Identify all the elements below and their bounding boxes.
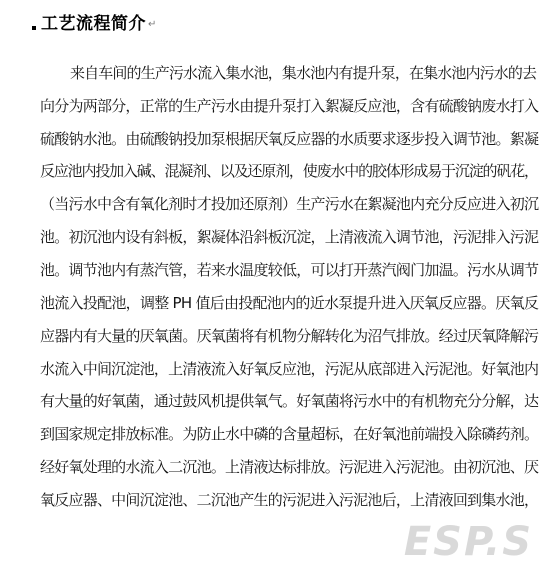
- paragraph-line: 硫酸钠水池。由硫酸钠投加泵根据厌氧反应器的水质要求逐步投入调节池。絮凝: [40, 130, 539, 148]
- paragraph-line: 到国家规定排放标准。为防止水中磷的含量超标，在好氧池前端投入除磷药剂。: [40, 425, 539, 443]
- paragraph-line: 池。调节池内有蒸汽管，若来水温度较低，可以打开蒸汽阀门加温。污水从调节: [40, 261, 539, 279]
- paragraph-mark-icon: ↵: [148, 18, 157, 30]
- paragraph-line: 池。初沉池内设有斜板，絮凝体沿斜板沉淀，上清液流入调节池，污泥排入污泥: [40, 228, 539, 246]
- heading-row: [32, 8, 156, 34]
- paragraph-line: 向分为两部分，正常的生产污水由提升泵打入絮凝反应池，含有硫酸钠废水打入: [40, 97, 539, 115]
- section-heading: 工艺流程简介: [41, 13, 146, 34]
- paragraph-line: 应器内有大量的厌氧菌。厌氧菌将有机物分解转化为沼气排放。经过厌氧降解污: [40, 327, 539, 345]
- paragraph-line: 经好氧处理的水流入二沉池。上清液达标排放。污泥进入污泥池。由初沉池、厌: [40, 458, 539, 476]
- paragraph-line: 来自车间的生产污水流入集水池，集水池内有提升泵，在集水池内污水的去: [70, 64, 537, 82]
- paragraph-line: 氧反应器、中间沉淀池、二沉池产生的污泥进入污泥池后，上清液回到集水池，: [40, 491, 539, 509]
- paragraph-line: 有大量的好氧菌，通过鼓风机提供氧气。好氧菌将污水中的有机物充分分解，达: [40, 392, 539, 410]
- paragraph-line: 池流入投配池，调整 PH 值后由投配池内的近水泵提升进入厌氧反应器。厌氧反: [40, 294, 539, 312]
- paragraph-line: 反应池内投加入碱、混凝剂、以及还原剂，使废水中的胶体形成易于沉淀的矾花，: [40, 162, 538, 180]
- watermark-logo: ESP.S: [403, 519, 533, 565]
- paragraph-line: 水流入中间沉淀池，上清液流入好氧反应池，污泥从底部进入污泥池。好氧池内: [40, 360, 539, 378]
- bullet-mark: [32, 26, 36, 30]
- paragraph-line: （当污水中含有氧化剂时才投加还原剂）生产污水在絮凝池内充分反应进入初沉: [40, 195, 539, 213]
